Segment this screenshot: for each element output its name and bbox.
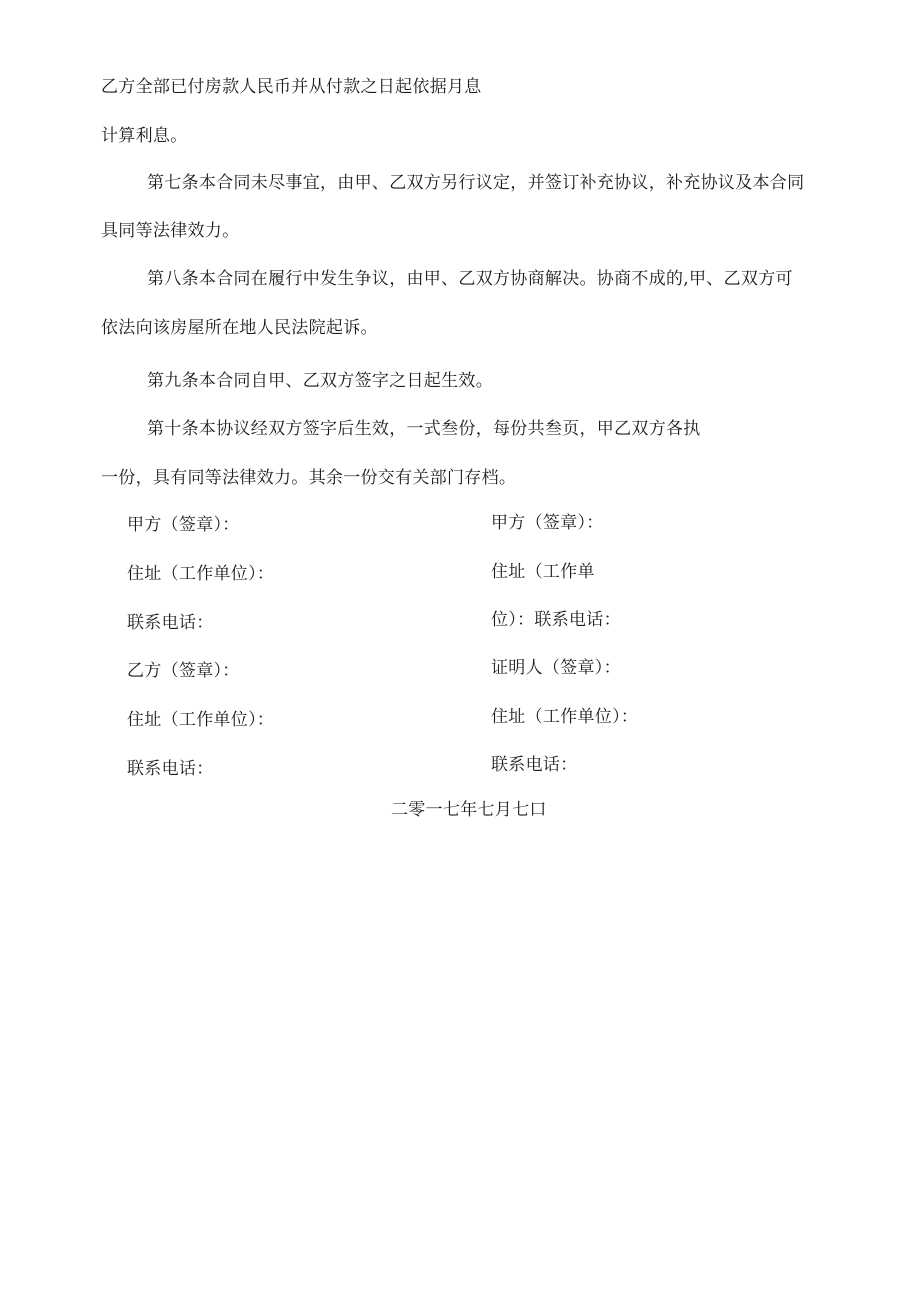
party-a-phone-label: 联系电话： — [127, 613, 214, 633]
right-party-a-signature-label: 甲方（签章）： — [491, 513, 604, 533]
party-a-signature-label: 甲方（签章）： — [127, 515, 240, 535]
right-address-phone-label: 位）：联系电话： — [491, 610, 621, 630]
witness-phone-label: 联系电话： — [491, 755, 578, 775]
paragraph-line-1: 乙方全部已付房款人民币并从付款之日起依据月息 — [101, 77, 482, 97]
article-9: 第九条本合同自甲、乙双方签字之日起生效。 — [147, 371, 493, 391]
article-8-line-1: 第八条本合同在履行中发生争议，由甲、乙双方协商解决。协商不成的,甲、乙双方可 — [147, 269, 793, 289]
article-7-line-2: 具同等法律效力。 — [101, 221, 240, 241]
article-8-line-2: 依法向该房屋所在地人民法院起诉。 — [101, 318, 378, 338]
witness-address-label: 住址（工作单位）： — [491, 707, 639, 727]
party-a-address-label: 住址（工作单位）： — [127, 564, 275, 584]
paragraph-line-2: 计算利息。 — [101, 126, 188, 146]
article-10-line-2: 一份，具有同等法律效力。其余一份交有关部门存档。 — [101, 468, 517, 488]
article-10-line-1: 第十条本协议经双方签字后生效，一式叁份，每份共叁页，甲乙双方各执 — [147, 419, 701, 439]
party-b-phone-label: 联系电话： — [127, 759, 214, 779]
article-7-line-1: 第七条本合同未尽事宜，由甲、乙双方另行议定，并签订补充协议，补充协议及本合同 — [147, 173, 805, 193]
witness-signature-label: 证明人（签章）： — [491, 658, 621, 678]
right-address-label-part-1: 住址（工作单 — [491, 562, 595, 582]
party-b-signature-label: 乙方（签章）： — [127, 661, 240, 681]
party-b-address-label: 住址（工作单位）： — [127, 710, 275, 730]
contract-date: 二零一七年七月七口 — [391, 800, 547, 820]
